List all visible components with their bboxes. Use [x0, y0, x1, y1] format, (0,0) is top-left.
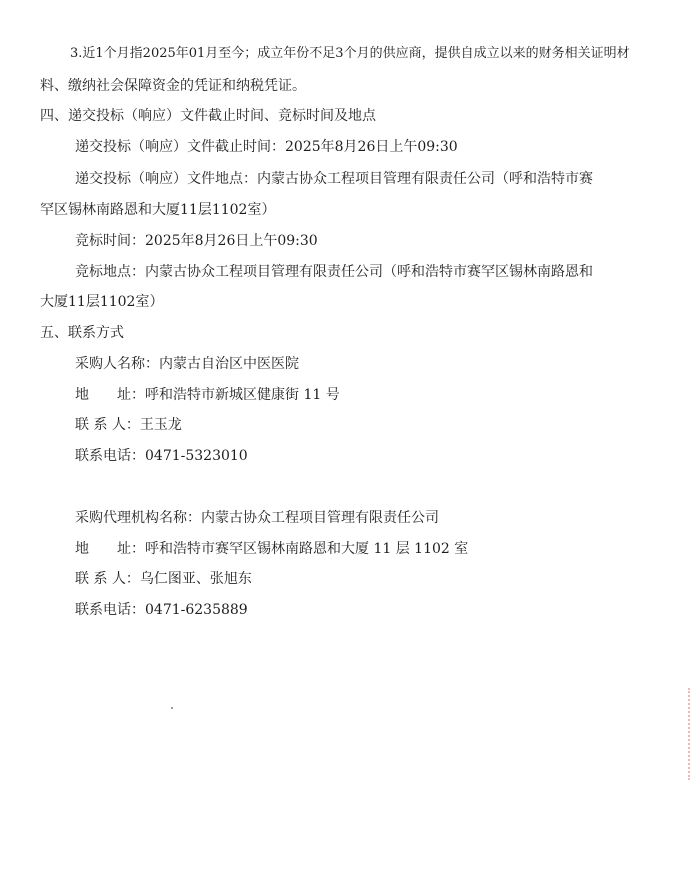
agency-phone: 联系电话：0471-6235889	[75, 602, 248, 618]
text-line-2: 料、缴纳社会保障资金的凭证和纳税凭证。	[40, 78, 306, 94]
agency-name: 采购代理机构名称：内蒙古协众工程项目管理有限责任公司	[75, 510, 439, 526]
submission-location-line: 递交投标（响应）文件地点：内蒙古协众工程项目管理有限责任公司（呼和浩特市赛	[75, 171, 593, 187]
deadline-line: 递交投标（响应）文件截止时间：2025年8月26日上午09:30	[75, 139, 458, 155]
seal-stamp-edge	[688, 688, 700, 780]
purchaser-phone: 联系电话：0471-5323010	[75, 448, 248, 464]
bid-time-line: 竞标时间：2025年8月26日上午09:30	[75, 233, 318, 249]
scan-speck	[171, 707, 173, 709]
purchaser-name: 采购人名称：内蒙古自治区中医医院	[75, 356, 299, 372]
agency-address: 地 址：呼和浩特市赛罕区锡林南路恩和大厦 11 层 1102 室	[75, 541, 469, 557]
submission-location-cont: 罕区锡林南路恩和大厦11层1102室）	[40, 202, 276, 218]
section-heading-4: 四、递交投标（响应）文件截止时间、竞标时间及地点	[40, 108, 376, 124]
agency-contact: 联 系 人：乌仁图亚、张旭东	[75, 571, 252, 587]
text-line-1: 3.近1个月指2025年01月至今；成立年份不足3个月的供应商，提供自成立以来的财务相关证明材	[70, 46, 630, 61]
section-heading-5: 五、联系方式	[40, 325, 124, 341]
bid-location-cont: 大厦11层1102室）	[40, 294, 164, 310]
purchaser-address: 地 址：呼和浩特市新城区健康街 11 号	[75, 387, 340, 403]
purchaser-contact: 联 系 人：王玉龙	[75, 417, 182, 433]
bid-location-line: 竞标地点：内蒙古协众工程项目管理有限责任公司（呼和浩特市赛罕区锡林南路恩和	[75, 264, 593, 280]
